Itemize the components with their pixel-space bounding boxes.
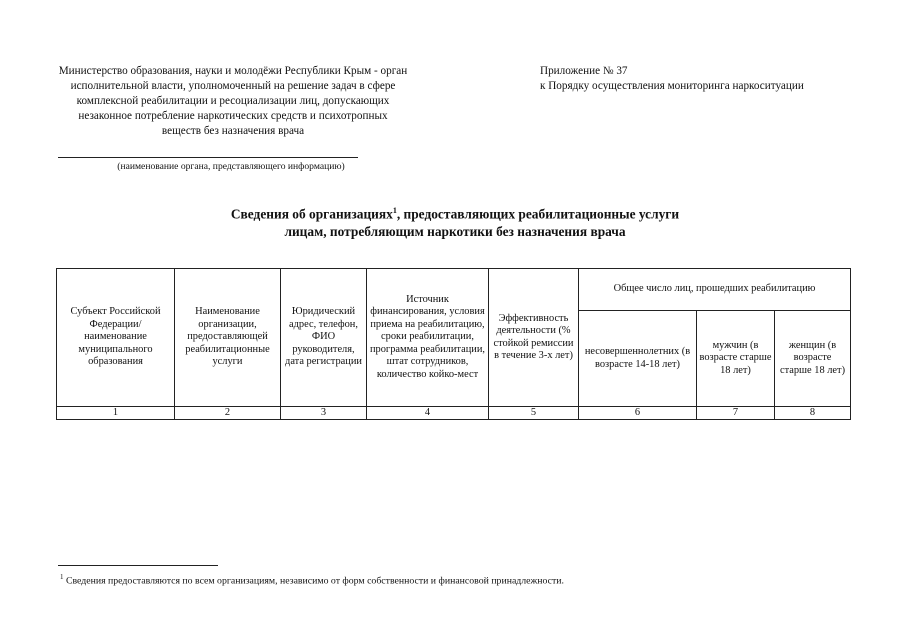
header-cell-total-rehabilitated: Общее число лиц, прошедших реабилитацию — [579, 269, 851, 311]
appendix-number: Приложение № 37 — [540, 65, 628, 77]
appendix-to: к Порядку осуществления мониторинга наркоситуации — [540, 80, 804, 92]
document-title — [60, 202, 850, 241]
column-numbers-row — [57, 407, 851, 420]
footnote — [60, 571, 860, 587]
title-line-1 — [60, 202, 850, 223]
organizations-table — [56, 268, 851, 420]
title-part-1: Сведения об организациях — [230, 206, 393, 222]
column-number: 2 — [175, 407, 281, 420]
organization-caption: (наименование органа, представляющего информацию) — [117, 161, 345, 172]
header-cell-subject: Субъект Российской Федерации/ наименование муниципального образования — [57, 269, 175, 407]
appendix-reference — [540, 64, 870, 94]
header-cell-address: Юридический адрес, телефон, ФИО руководителя, дата регистрации — [281, 269, 367, 407]
column-number: 3 — [281, 407, 367, 420]
header-cell-effectiveness: Эффективность деятельности (% стойкой ремиссии в течение 3-х лет) — [489, 269, 579, 407]
organization-underline — [58, 157, 358, 158]
title-line-2: лицам, потребляющим наркотики без назначения врача — [284, 224, 626, 240]
title-footnote-mark: 1 — [392, 206, 397, 215]
footnote-text: Сведения предоставляются по всем организациям, независимо от форм собственности и финансовой принадлежности. — [63, 575, 564, 587]
header-cell-minors: несовершеннолетних (в возрасте 14-18 лет) — [579, 311, 697, 407]
title-part-2: , предоставляющих реабилитационные услуги — [396, 206, 680, 222]
header-cell-organization: Наименование организации, предоставляющей реабилитационные услуги — [175, 269, 281, 407]
reporting-organization-name: Министерство образования, науки и молодёжи Республики Крым - орган исполнительной власти, уполномоченный на решение задач в сфере комплексной реабилитации и ресоциализации лиц, допускающих незаконное потребление наркотических средств и психотропных веществ без назначения врача — [58, 65, 408, 137]
footnote-separator — [58, 565, 218, 566]
column-number: 6 — [579, 407, 697, 420]
header-cell-men: мужчин (в возрасте старше 18 лет) — [697, 311, 775, 407]
header-cell-women: женщин (в возрасте старше 18 лет) — [775, 311, 851, 407]
column-number: 7 — [697, 407, 775, 420]
column-number: 1 — [57, 407, 175, 420]
footnote-mark: 1 — [60, 573, 64, 581]
column-number: 8 — [775, 407, 851, 420]
column-number: 4 — [367, 407, 489, 420]
column-number: 5 — [489, 407, 579, 420]
header-cell-financing: Источник финансирования, условия приема на реабилитацию, сроки реабилитации, программа реабилитации, штат сотрудников, количество койко-мест — [367, 269, 489, 407]
